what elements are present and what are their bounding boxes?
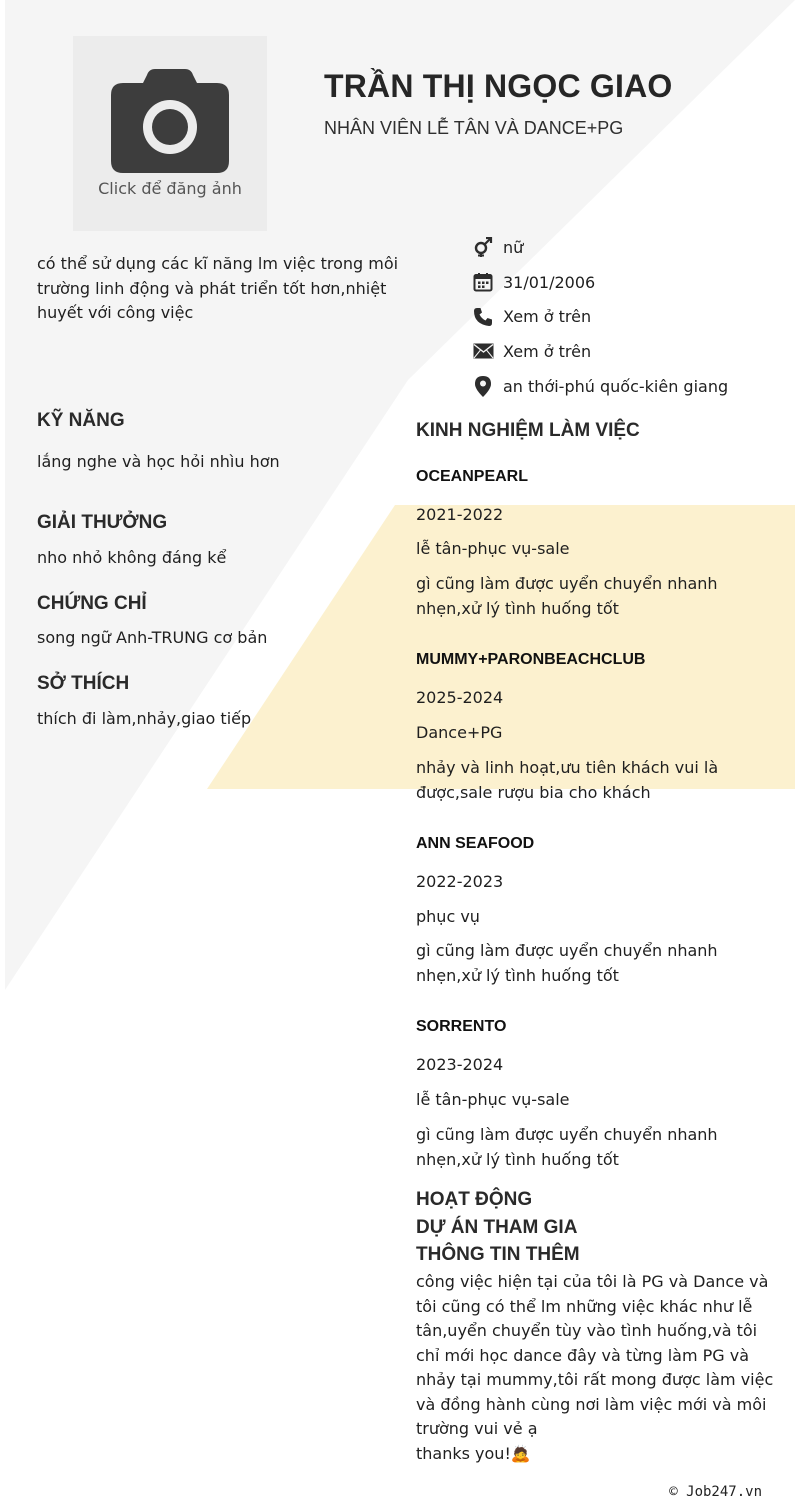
skills-text: lắng nghe và học hỏi nhìu hơn [37, 452, 280, 471]
experience-period: 2022-2023 [416, 872, 504, 891]
location-pin-icon [472, 375, 494, 397]
address-value: an thới-phú quốc-kiên giang [503, 376, 729, 396]
footer-copyright[interactable]: © Job247.vn [669, 1484, 762, 1500]
camera-icon [111, 69, 229, 173]
hobbies-title: SỞ THÍCH [37, 673, 130, 694]
contact-info [472, 230, 728, 403]
contact-dob [472, 265, 728, 300]
experience-role: lễ tân-phục vụ-sale [416, 539, 570, 558]
email-value: Xem ở trên [503, 341, 592, 361]
certs-title: CHỨNG CHỈ [37, 593, 147, 614]
gender-icon [472, 236, 494, 258]
experience-description: gì cũng làm được uyển chuyển nhanh nhẹn,xử lý tình huống tốt [416, 574, 718, 618]
projects-title: DỰ ÁN THAM GIA [416, 1217, 578, 1238]
dob-value: 31/01/2006 [503, 272, 596, 292]
experience-company: OCEANPEARL [416, 468, 529, 485]
hobbies-text: thích đi làm,nhảy,giao tiếp [37, 709, 252, 728]
experience-role: lễ tân-phục vụ-sale [416, 1090, 570, 1109]
contact-email [472, 334, 728, 369]
photo-upload-placeholder[interactable] [73, 36, 267, 231]
experience-period: 2025-2024 [416, 688, 504, 707]
thanks-text: thanks you!🙇 [416, 1444, 531, 1463]
experience-company: SORRENTO [416, 1018, 507, 1035]
candidate-name: TRẦN THỊ NGỌC GIAO [324, 68, 673, 104]
experience-role: phục vụ [416, 907, 480, 926]
certs-text: song ngữ Anh-TRUNG cơ bản [37, 628, 268, 647]
experience-description: gì cũng làm được uyển chuyển nhanh nhẹn,xử lý tình huống tốt [416, 941, 718, 985]
job-title: NHÂN VIÊN LỄ TÂN VÀ DANCE+PG [324, 118, 624, 138]
phone-value: Xem ở trên [503, 307, 592, 327]
experience-title: KINH NGHIỆM LÀM VIỆC [416, 420, 640, 441]
calendar-icon [472, 271, 494, 293]
experience-company: MUMMY+PARONBEACHCLUB [416, 651, 646, 668]
more-info-title: THÔNG TIN THÊM [416, 1244, 580, 1265]
skills-title: KỸ NĂNG [37, 410, 125, 431]
awards-title: GIẢI THƯỞNG [37, 512, 168, 533]
mail-icon [472, 340, 494, 362]
experience-description: nhảy và linh hoạt,ưu tiên khách vui là được,sale rượu bia cho khách [416, 758, 719, 802]
awards-text: nho nhỏ không đáng kể [37, 548, 227, 567]
experience-description: gì cũng làm được uyển chuyển nhanh nhẹn,xử lý tình huống tốt [416, 1125, 718, 1169]
contact-phone [472, 299, 728, 334]
photo-caption: Click để đăng ảnh [98, 179, 242, 198]
activities-title: HOẠT ĐỘNG [416, 1189, 533, 1210]
experience-period: 2023-2024 [416, 1055, 504, 1074]
phone-icon [472, 306, 494, 328]
contact-address [472, 369, 728, 404]
experience-period: 2021-2022 [416, 505, 504, 524]
experience-company: ANN SEAFOOD [416, 835, 535, 852]
career-objective: có thể sử dụng các kĩ năng lm việc trong môi trường linh động và phát triển tốt hơn,nhiệt huyết với công việc [37, 254, 399, 322]
more-info-text: công việc hiện tại của tôi là PG và Dance và tôi cũng có thể lm những việc khác như lễ tân,uyển chuyển tùy vào tình huống,và tôi chỉ mới học dance đây và từng làm PG và nhảy tại mummy,tôi rất mong được làm việc và đồng hành cùng nơi làm việc mới và môi trường vui vẻ ạ [416, 1272, 774, 1438]
contact-gender [472, 230, 728, 265]
experience-role: Dance+PG [416, 723, 503, 742]
gender-value: nữ [503, 237, 524, 257]
